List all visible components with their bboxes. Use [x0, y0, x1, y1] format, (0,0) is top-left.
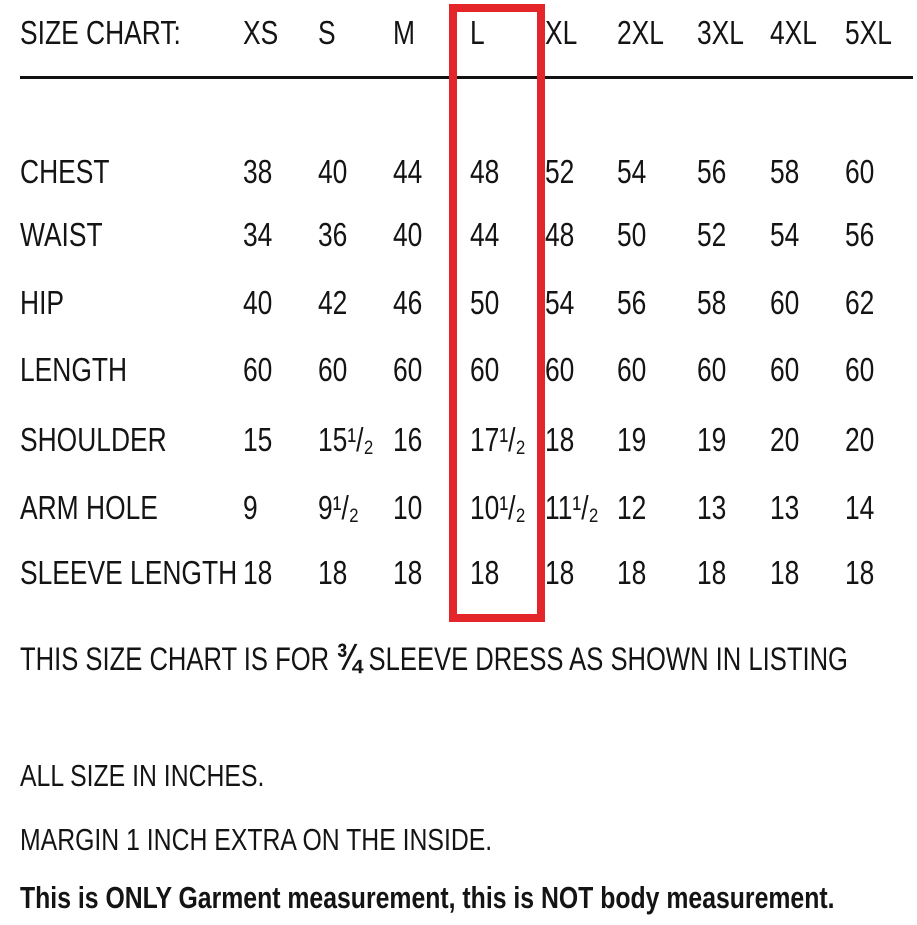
cell: 18	[470, 554, 500, 591]
cell: 60	[318, 351, 348, 388]
cell: 60	[470, 351, 500, 388]
cell: 42	[318, 284, 348, 321]
size-header-l: L	[470, 14, 485, 51]
cell: 58	[697, 284, 727, 321]
cell: 18	[697, 554, 727, 591]
cell: 18	[243, 554, 273, 591]
cell: 52	[697, 216, 727, 253]
cell: 18	[545, 554, 575, 591]
cell: 60	[243, 351, 273, 388]
cell: 18	[770, 554, 800, 591]
table-row-waist	[20, 212, 917, 258]
size-header-3xl: 3XL	[697, 14, 744, 51]
cell: 18	[845, 554, 875, 591]
cell: 15¹/₂	[318, 421, 374, 458]
cell: 12	[617, 489, 647, 526]
cell: 60	[770, 284, 800, 321]
cell: 60	[845, 153, 875, 190]
cell: 58	[770, 153, 800, 190]
cell: 18	[617, 554, 647, 591]
row-label: WAIST	[20, 216, 103, 253]
size-header-2xl: 2XL	[617, 14, 664, 51]
row-label: SHOULDER	[20, 421, 167, 458]
cell: 18	[545, 421, 575, 458]
units-note: ALL SIZE IN INCHES.	[20, 758, 265, 793]
cell: 56	[845, 216, 875, 253]
table-row-length	[20, 347, 917, 393]
cell: 48	[545, 216, 575, 253]
table-row-sleeve-length	[20, 550, 917, 596]
cell: 36	[318, 216, 348, 253]
disclaimer-note: This is ONLY Garment measurement, this is NOT body measurement.	[20, 880, 835, 915]
size-header-5xl: 5XL	[845, 14, 892, 51]
cell: 15	[243, 421, 273, 458]
cell: 18	[318, 554, 348, 591]
cell: 40	[318, 153, 348, 190]
sleeve-note-suffix: SLEEVE DRESS AS SHOWN IN LISTING	[361, 641, 848, 677]
cell: 9¹/₂	[318, 489, 360, 526]
cell: 34	[243, 216, 273, 253]
cell: 54	[770, 216, 800, 253]
cell: 40	[243, 284, 273, 321]
cell: 40	[393, 216, 423, 253]
cell: 38	[243, 153, 273, 190]
cell: 54	[545, 284, 575, 321]
row-label: SLEEVE LENGTH	[20, 554, 238, 591]
size-header-xs: XS	[243, 14, 279, 51]
cell: 20	[770, 421, 800, 458]
cell: 50	[470, 284, 500, 321]
cell: 13	[770, 489, 800, 526]
cell: 60	[617, 351, 647, 388]
cell: 11¹/₂	[545, 489, 599, 526]
cell: 60	[393, 351, 423, 388]
table-row-hip	[20, 280, 917, 326]
cell: 19	[617, 421, 647, 458]
cell: 56	[697, 153, 727, 190]
header-row	[20, 10, 917, 56]
table-row-chest	[20, 149, 917, 195]
cell: 18	[393, 554, 423, 591]
cell: 14	[845, 489, 875, 526]
cell: 10	[393, 489, 423, 526]
row-label: CHEST	[20, 153, 110, 190]
cell: 56	[617, 284, 647, 321]
table-row-armhole	[20, 485, 917, 531]
cell: 44	[470, 216, 500, 253]
cell: 60	[845, 351, 875, 388]
cell: 54	[617, 153, 647, 190]
cell: 52	[545, 153, 575, 190]
size-header-4xl: 4XL	[770, 14, 817, 51]
cell: 44	[393, 153, 423, 190]
cell: 46	[393, 284, 423, 321]
cell: 48	[470, 153, 500, 190]
cell: 20	[845, 421, 875, 458]
table-row-shoulder	[20, 417, 917, 463]
row-label: ARM HOLE	[20, 489, 158, 526]
three-quarter-fraction: ¾	[336, 636, 362, 678]
row-label: LENGTH	[20, 351, 128, 388]
cell: 13	[697, 489, 727, 526]
size-chart-title: SIZE CHART:	[20, 14, 181, 51]
sleeve-note	[20, 634, 848, 680]
header-divider-line	[20, 76, 913, 79]
cell: 17¹/₂	[470, 421, 526, 458]
row-label: HIP	[20, 284, 65, 321]
cell: 60	[770, 351, 800, 388]
cell: 62	[845, 284, 875, 321]
cell: 19	[697, 421, 727, 458]
cell: 60	[697, 351, 727, 388]
cell: 9	[243, 489, 258, 526]
size-header-s: S	[318, 14, 336, 51]
cell: 50	[617, 216, 647, 253]
cell: 10¹/₂	[470, 489, 526, 526]
margin-note: MARGIN 1 INCH EXTRA ON THE INSIDE.	[20, 822, 493, 857]
sleeve-note-prefix: THIS SIZE CHART IS FOR	[20, 641, 337, 677]
cell: 60	[545, 351, 575, 388]
size-header-m: M	[393, 14, 415, 51]
size-header-xl: XL	[545, 14, 578, 51]
cell: 16	[393, 421, 423, 458]
